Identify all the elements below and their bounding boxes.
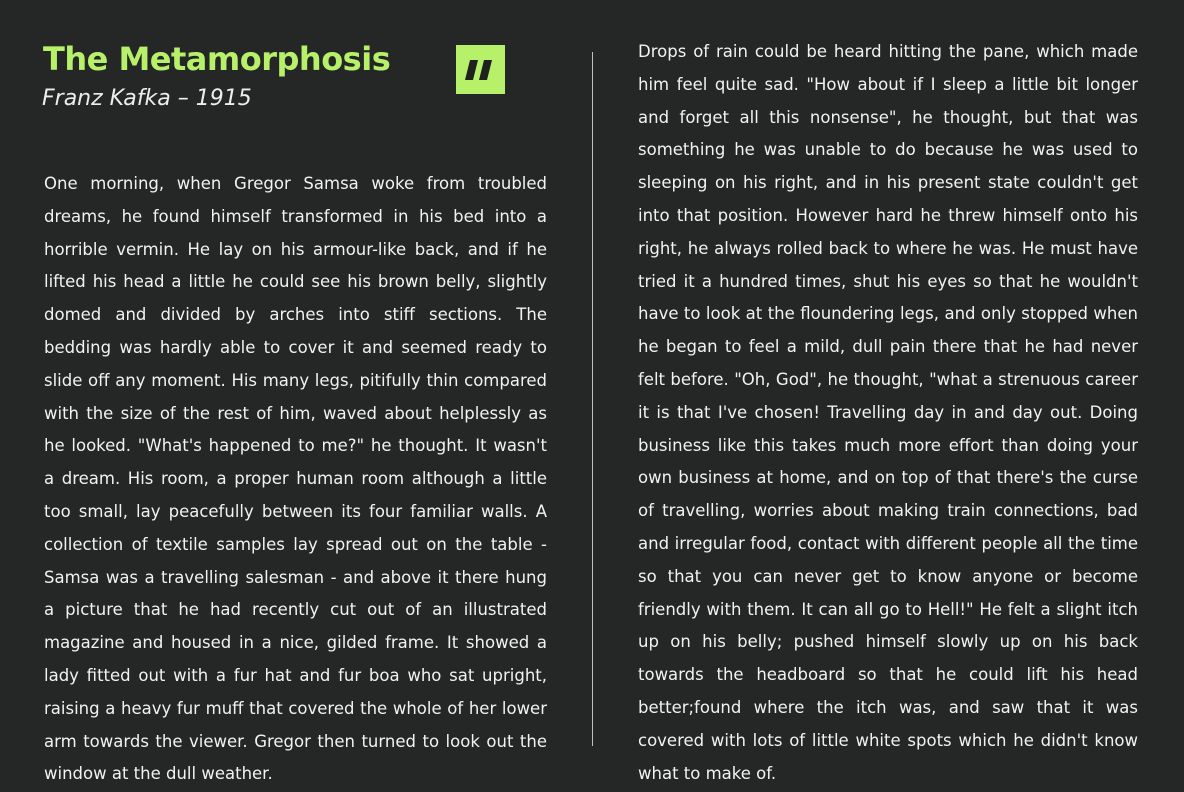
book-title: The Metamorphosis — [43, 40, 391, 78]
paragraph-right: Drops of rain could be heard hitting the pane, which made him feel quite sad. "How about if I sleep a little bit longer and forget all this nonsense", he thought, but that was something he was unable to do because he was used to sleeping on his right, and in his present state couldn't get into that position. However hard he threw himself onto his right, he always rolled back to where he was. He must have tried it a hundred times, shut his eyes so that he wouldn't have to look at the floundering legs, and only stopped when he began to feel a mild, dull pain there that he had never felt before. "Oh, God", he thought, "what a strenuous career it is that I've chosen! Travelling day in and day out. Doing business like this takes much more effort than doing your own business at home, and on top of that there's the curse of travelling, worries about making train connections, bad and irregular food, contact with different people all the time so that you can never get to know anyone or become friendly with them. It can all go to Hell!" He felt a slight itch up on his belly; pushed himself slowly up on his back towards the headboard so that he could lift his head better;found where the itch was, and saw that it was covered with lots of little white spots which he didn't know what to make of. — [638, 42, 1138, 783]
quote-mark-icon — [456, 45, 505, 94]
author-year: Franz Kafka – 1915 — [42, 86, 252, 111]
column-divider — [592, 52, 593, 746]
paragraph-left: One morning, when Gregor Samsa woke from troubled dreams, he found himself transformed in his bed into a horrible vermin. He lay on his armour-like back, and if he lifted his head a little he could see his brown belly, slightly domed and divided by arches into stiff sections. The bedding was hardly able to cover it and seemed ready to slide off any moment. His many legs, pitifully thin compared with the size of the rest of him, waved about helplessly as he looked. "What's happened to me?" he thought. It wasn't a dream. His room, a proper human room although a little too small, lay peacefully between its four familiar walls. A collection of textile samples lay spread out on the table - Samsa was a travelling salesman - and above it there hung a picture that he had recently cut out of an illustrated magazine and housed in a nice, gilded frame. It showed a lady fitted out with a fur hat and fur boa who sat upright, raising a heavy fur muff that covered the whole of her lower arm towards the viewer. Gregor then turned to look out the window at the dull weather. — [44, 174, 547, 784]
